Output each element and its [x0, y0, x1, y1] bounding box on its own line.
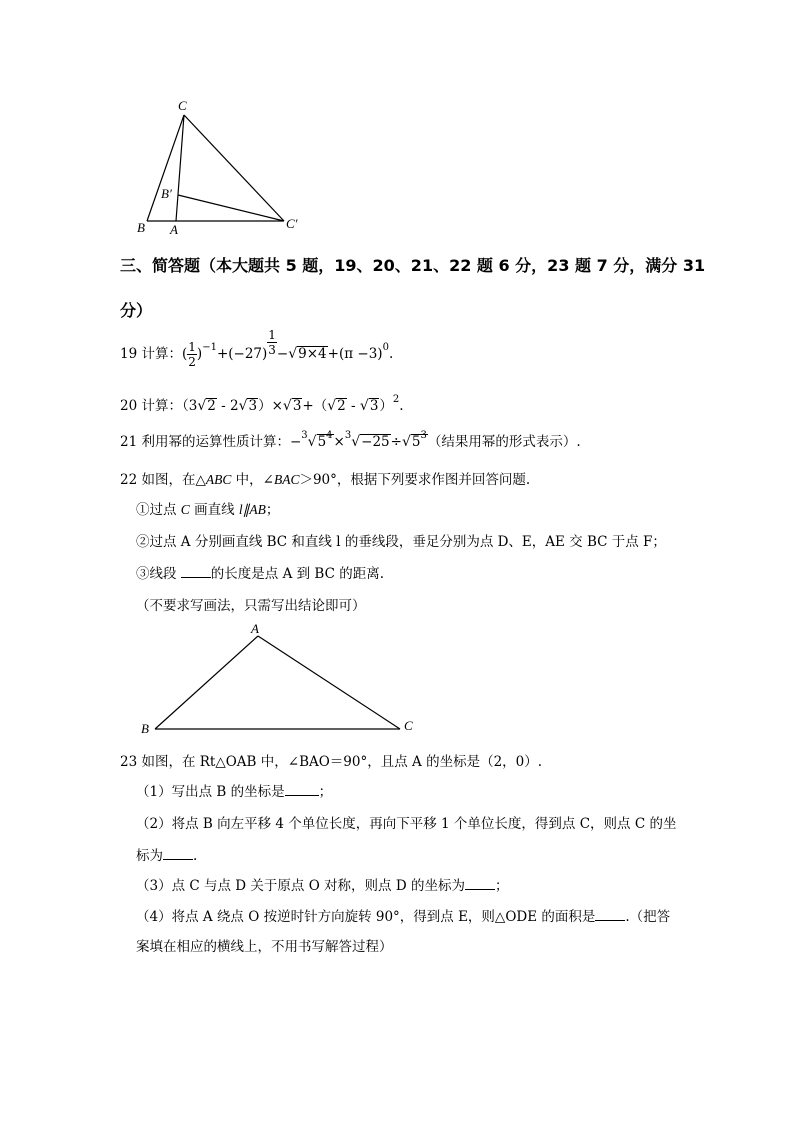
q19-part3: +(π −3): [327, 346, 383, 362]
answer-blank[interactable]: [465, 875, 495, 890]
label-B: B: [137, 220, 145, 235]
answer-blank[interactable]: [163, 845, 193, 860]
triangle-figure-1: [130, 95, 310, 240]
question-19: 19 计算：( $\frac{1}{2}$ )$^{-1}$+(−27) $\frac{1}{3}$ $-√9\times 4+(\pi -3)^0$.: [120, 328, 394, 369]
question-22-note: （不要求写画法，只需写出结论即可）: [136, 598, 366, 614]
q19-exp3: 0: [382, 342, 389, 353]
label-B-fig2: B: [141, 721, 149, 736]
label-C: C: [178, 98, 187, 113]
q19-radicand: 9×4: [298, 346, 327, 362]
question-22-item-1: ①过点 C 画直线 l∥AB；: [136, 502, 280, 518]
q19-part2: +(−27): [216, 346, 268, 362]
label-C-fig2: C: [404, 718, 413, 733]
q19-exp1: −1: [202, 342, 217, 353]
answer-blank[interactable]: [595, 906, 625, 921]
question-23-part-4: （4）将点 A 绕点 O 按逆时针方向旋转 90°，得到点 E，则△ODE 的面积是 .（把答: [136, 905, 670, 925]
label-B-prime: B′: [161, 186, 172, 201]
question-23-part-4-cont: 案填在相应的横线上，不用书写解答过程）: [136, 939, 393, 955]
triangle-figure-2: [140, 622, 410, 737]
section-title: 三、简答题（本大题共 5 题，19、20、21、22 题 6 分，23 题 7 分，满分 31: [120, 256, 706, 275]
q19-exp2: $\frac{1}{3}$: [268, 328, 276, 357]
question-22-item-3: ③线段 的长度是点 A 到 BC 的距离.: [136, 562, 384, 582]
q19-fraction: $\frac{1}{2}$: [188, 340, 196, 369]
answer-blank[interactable]: [181, 563, 211, 578]
question-23-part-2-cont: 标为 .: [136, 844, 197, 864]
question-20: 20 计算：（3√2 - 2√3）×√3+（√2 - √3）$^2$.: [120, 394, 404, 414]
question-22: 22 如图，在△ABC 中，∠BAC＞90°，根据下列要求作图并回答问题.: [120, 472, 531, 488]
q19-minus: −: [276, 346, 289, 362]
question-21: 21 利用幂的运算性质计算：$-^3√5^4\times^3√-25\div√5^3$（结果用幂的形式表示）.: [120, 430, 581, 450]
question-23-part-1: （1）写出点 B 的坐标是 ；: [136, 780, 332, 800]
label-C-prime: C′: [286, 216, 298, 231]
question-23-part-2: （2）将点 B 向左平移 4 个单位长度，再向下平移 1 个单位长度，得到点 C，则点 C 的坐: [136, 816, 677, 832]
answer-blank[interactable]: [285, 781, 319, 796]
question-23: 23 如图，在 Rt△OAB 中，∠BAO＝90°，且点 A 的坐标是（2，0）.: [120, 754, 543, 770]
q19-prefix: 19 计算：: [120, 346, 182, 362]
question-23-part-3: （3）点 C 与点 D 关于原点 O 对称，则点 D 的坐标为 ；: [136, 874, 508, 894]
label-A: A: [170, 222, 178, 237]
label-A-fig2: A: [251, 621, 259, 636]
question-22-item-2: ②过点 A 分别画直线 BC 和直线 l 的垂线段，垂足分别为点 D、E，AE 交 BC 于点 F；: [136, 534, 666, 550]
section-title-cont: 分）: [120, 301, 153, 320]
